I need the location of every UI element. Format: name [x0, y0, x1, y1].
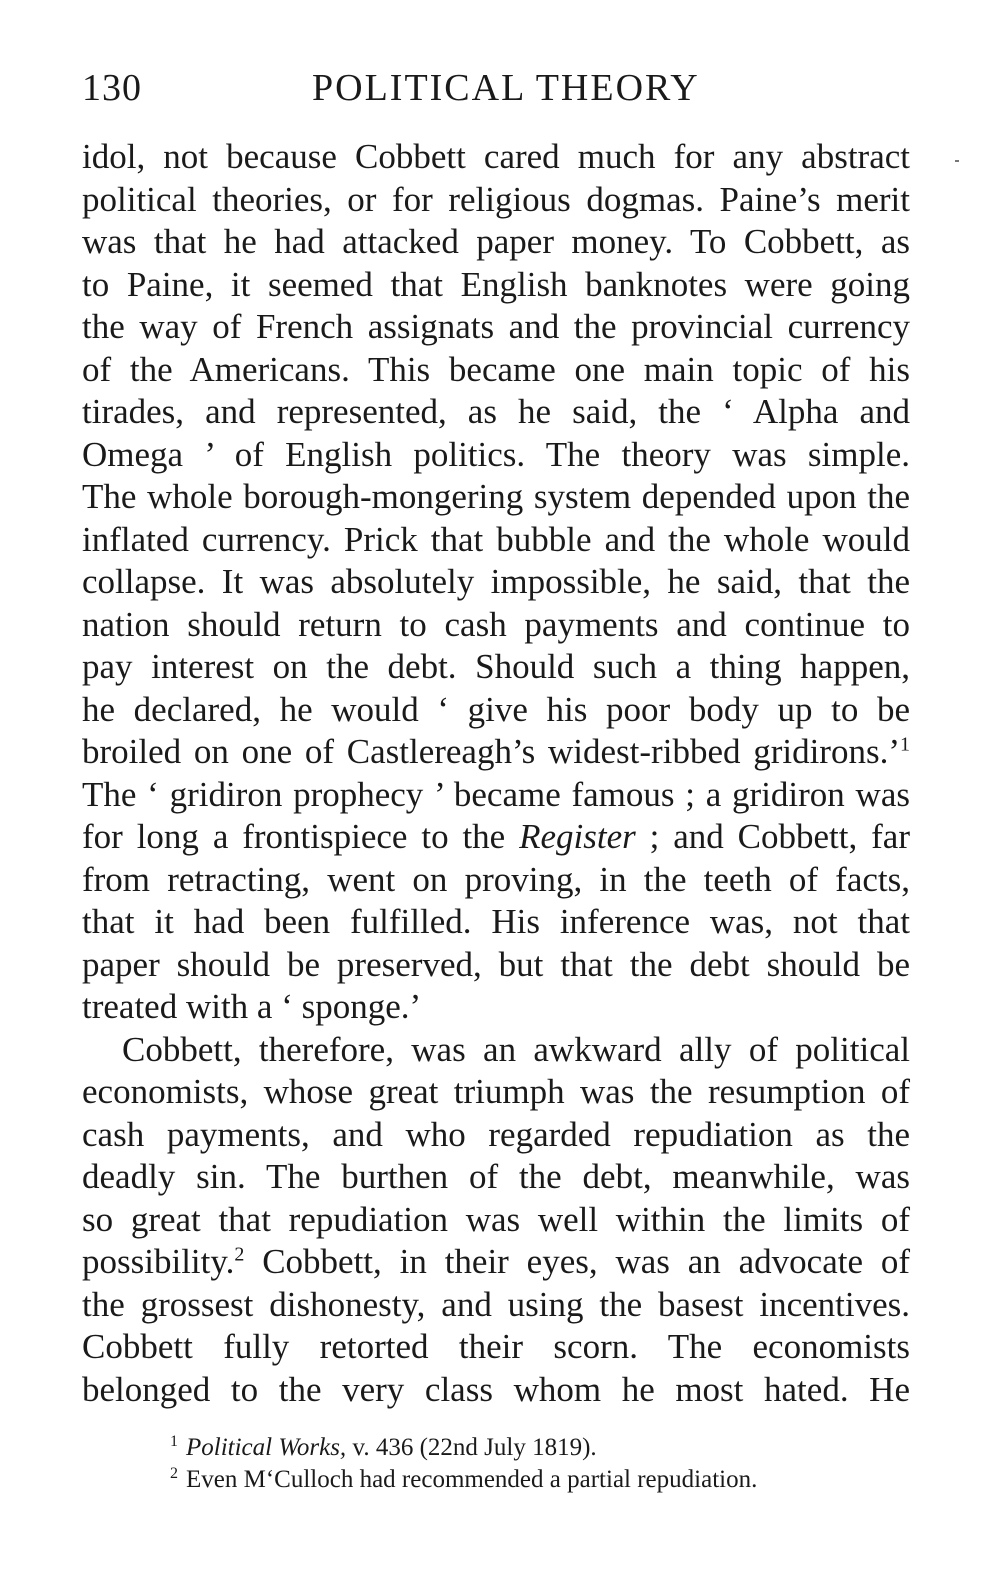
footnote-marker: 1: [900, 733, 910, 756]
text-line: that it had been fulfilled. His inference was, not that: [82, 902, 910, 941]
italic-title: Register: [519, 817, 636, 856]
footnote: [170, 1432, 910, 1464]
text-line: he declared, he would ‘ give his poor body up to be: [82, 689, 910, 729]
text-line-with-italic: [82, 816, 910, 859]
text-line: belonged to the very class whom he most hated. He: [82, 1369, 910, 1409]
text-segment: broiled on one of Castlereagh’s widest-ribbed gridirons.’: [82, 732, 900, 771]
text-line: The whole borough-mongering system depended upon the: [82, 477, 910, 516]
text-segment: for long a frontispiece to the: [82, 817, 506, 856]
text-line: nation should return to cash payments and continue to: [82, 604, 910, 644]
text-line: tirades, and represented, as he said, the ‘ Alpha and: [82, 392, 910, 431]
page-number: 130: [82, 67, 142, 109]
text-line: cash payments, and who regarded repudiation as the: [82, 1114, 910, 1154]
text-line-with-footnote: [82, 1241, 910, 1284]
text-line: deadly sin. The burthen of the debt, meanwhile, was: [82, 1157, 910, 1196]
text-line: so great that repudiation was well within the limits of: [82, 1199, 910, 1239]
footnote-title: Political Works,: [186, 1434, 347, 1461]
text-line: economists, whose great triumph was the resumption of: [82, 1072, 910, 1111]
text-segment: possibility.: [82, 1242, 235, 1281]
text-line: paper should be preserved, but that the debt should be: [82, 944, 910, 984]
text-line: the grossest dishonesty, and using the basest incentives.: [82, 1284, 910, 1324]
text-line: inflated currency. Prick that bubble and the whole would: [82, 519, 910, 559]
footnote-mark: 1: [170, 1432, 178, 1450]
body-text: [82, 136, 910, 1411]
footnotes: [170, 1432, 910, 1496]
footnote-text: v. 436 (22nd July 1819).: [346, 1434, 597, 1461]
text-line: The ‘ gridiron prophecy ’ became famous ; a gridiron was: [82, 774, 910, 814]
text-line: was that he had attacked paper money. To Cobbett, as: [82, 222, 910, 261]
text-line: Cobbett, therefore, was an awkward ally of political: [122, 1029, 910, 1069]
text-line: to Paine, it seemed that English banknotes were going: [82, 264, 910, 304]
text-line: political theories, or for religious dogmas. Paine’s merit: [82, 179, 910, 219]
footnote: [170, 1464, 910, 1496]
text-line: treated with a ‘ sponge.’: [82, 987, 422, 1026]
scan-speck: [955, 160, 959, 162]
running-head: POLITICAL THEORY: [312, 67, 700, 109]
text-line: pay interest on the debt. Should such a thing happen,: [82, 647, 910, 686]
page-header: [82, 66, 912, 116]
footnote-mark: 2: [170, 1464, 178, 1482]
text-line: the way of French assignats and the provincial currency: [82, 307, 910, 346]
text-line: Omega ’ of English politics. The theory was simple.: [82, 434, 910, 474]
text-line-with-footnote: [82, 731, 910, 774]
text-segment: Cobbett, in their eyes, was an advocate of: [244, 1242, 910, 1281]
text-segment: ; and Cobbett, far: [635, 817, 910, 856]
text-line: of the Americans. This became one main topic of his: [82, 349, 910, 389]
text-line: collapse. It was absolutely impossible, he said, that the: [82, 562, 910, 601]
text-line: idol, not because Cobbett cared much for any abstract: [82, 137, 910, 176]
text-line: from retracting, went on proving, in the teeth of facts,: [82, 859, 910, 899]
footnote-marker: 2: [234, 1243, 245, 1266]
text-line: Cobbett fully retorted their scorn. The economists: [82, 1327, 910, 1366]
footnote-text: Even M‘Culloch had recommended a partial repudiation.: [186, 1466, 758, 1493]
